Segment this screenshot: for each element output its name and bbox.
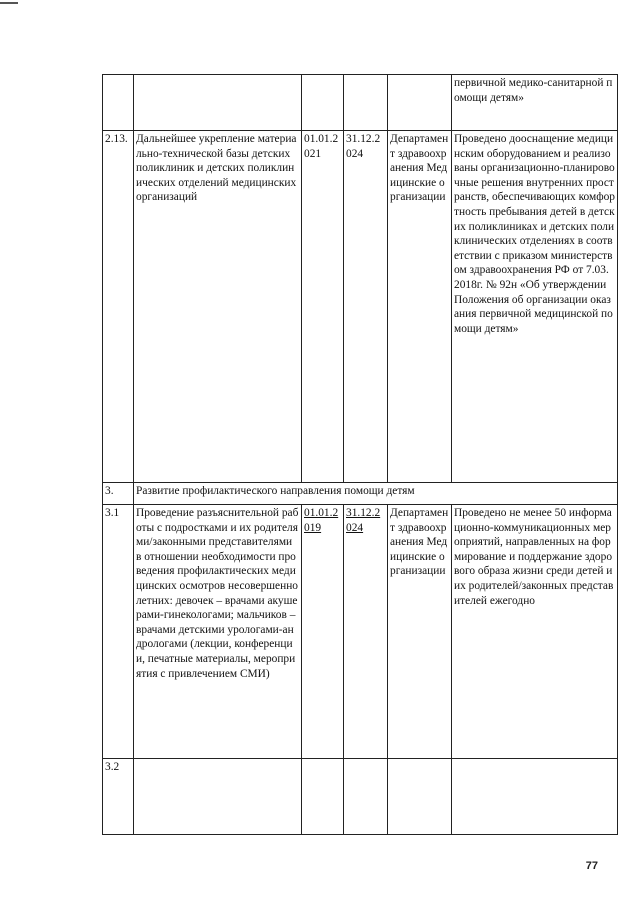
measures-table	[102, 74, 618, 835]
result-cell: Проведено дооснащение медицинским оборудованием и реализованы организационно-планировочные решения внутренних пространств, обеспечивающих комфортность пребывания детей в детских поликлиниках и детских поликлинических отделениях в соответствии с приказом министерством здравоохранения РФ от 7.03. 2018г. № 92н «Об утверждении Положения об организации оказания первичной медицинской помощи детям»	[452, 131, 618, 483]
end-date-cell	[344, 75, 388, 131]
table-row	[103, 75, 618, 131]
start-date-cell	[302, 75, 344, 131]
row-number-cell	[103, 75, 134, 131]
table-row	[103, 505, 618, 759]
table-row	[103, 759, 618, 835]
result-cell: первичной медико-санитарной помощи детям»	[452, 75, 618, 131]
table-row	[103, 483, 618, 505]
end-date-cell: 31.12.2024	[344, 505, 388, 759]
measure-name-cell	[134, 759, 302, 835]
measure-name-cell	[134, 75, 302, 131]
start-date-cell: 01.01.2021	[302, 131, 344, 483]
executor-cell	[388, 759, 452, 835]
measure-name-cell: Дальнейшее укрепление материально-технической базы детских поликлиник и детских поликлинических отделений медицинских организаций	[134, 131, 302, 483]
page-number: 77	[585, 860, 598, 872]
start-date-cell: 01.01.2019	[302, 505, 344, 759]
row-number-cell: 3.1	[103, 505, 134, 759]
row-number-cell: 3.	[103, 483, 134, 505]
scan-corner-mark	[0, 2, 18, 4]
executor-cell: Департамент здравоохранения Медицинские организации	[388, 131, 452, 483]
row-number-cell: 3.2	[103, 759, 134, 835]
result-cell	[452, 759, 618, 835]
table-row	[103, 131, 618, 483]
measure-name-cell: Проведение разъяснительной работы с подростками и их родителями/законными представителями в отношении необходимости проведения профилактических медицинских осмотров несовершеннолетних: девочек – врачами акушерами-гинекологами; мальчиков – врачами детскими урологами-андрологами (лекции, конференции, печатные материалы, мероприятия с привлечением СМИ)	[134, 505, 302, 759]
executor-cell	[388, 75, 452, 131]
end-date-cell	[344, 759, 388, 835]
end-date-cell: 31.12.2024	[344, 131, 388, 483]
start-date-cell	[302, 759, 344, 835]
result-cell: Проведено не менее 50 информационно-коммуникационных мероприятий, направленных на формирование и поддержание здорового образа жизни среди детей и их родителей/законных представителей ежегодно	[452, 505, 618, 759]
section-title-cell: Развитие профилактического направления помощи детям	[134, 483, 618, 505]
executor-cell: Департамент здравоохранения Медицинские организации	[388, 505, 452, 759]
row-number-cell: 2.13.	[103, 131, 134, 483]
